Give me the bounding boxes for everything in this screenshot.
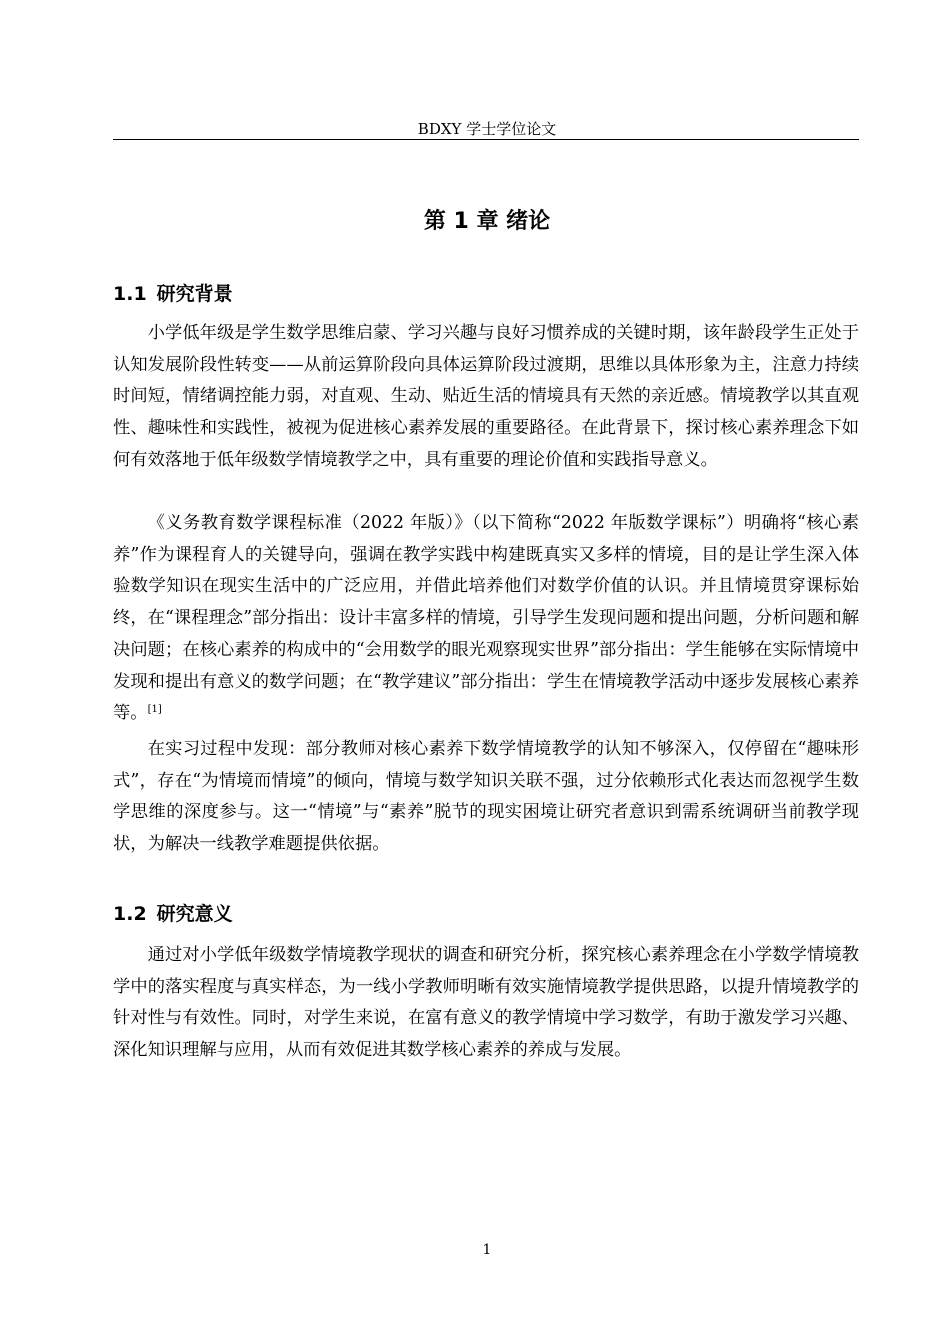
citation-marker: [1]	[147, 704, 162, 716]
section-heading-1-2	[113, 900, 233, 928]
section-number: 1.1	[113, 283, 147, 305]
running-header: BDXY 学士学位论文	[417, 120, 557, 138]
section-heading-1-1	[113, 280, 233, 308]
section-title: 研究意义	[156, 903, 233, 925]
section-number: 1.2	[113, 903, 147, 925]
section-title: 研究背景	[156, 283, 233, 305]
paragraph-background-1: 小学低年级是学生数学思维启蒙、学习兴趣与良好习惯养成的关键时期，该年龄段学生正处于认知发展阶段性转变——从前运算阶段向具体运算阶段过渡期，思维以具体形象为主，注意力持续时间短，情绪调控能力弱，对直观、生动、贴近生活的情境具有天然的亲近感。情境教学以其直观性、趣味性和实践性，被视为促进核心素养发展的重要路径。在此背景下，探讨核心素养理念下如何有效落地于低年级数学情境教学之中，具有重要的理论价值和实践指导意义。	[113, 323, 859, 470]
paragraph-background-2	[113, 508, 859, 730]
paragraph-text: 《义务教育数学课程标准（2022 年版）》（以下简称“2022 年版数学课标”）明确将“核心素养”作为课程育人的关键导向，强调在教学实践中构建既真实又多样的情境，目的是让学生深入体验数学知识在现实生活中的广泛应用，并借此培养他们对数学价值的认识。并且情境贯穿课标始终，在“课程理念”部分指出：设计丰富多样的情境，引导学生发现问题和提出问题，分析问题和解决问题；在核心素养的构成中的“会用数学的眼光观察现实世界”部分指出：学生能够在实际情境中发现和提出有意义的数学问题；在“教学建议”部分指出：学生在情境教学活动中逐步发展核心素养等。	[113, 513, 859, 724]
page-number: 1	[482, 1242, 492, 1258]
paragraph-significance-1: 通过对小学低年级数学情境教学现状的调查和研究分析，探究核心素养理念在小学数学情境教学中的落实程度与真实样态，为一线小学教师明晰有效实施情境教学提供思路，以提升情境教学的针对性与有效性。同时，对学生来说，在富有意义的教学情境中学习数学，有助于激发学习兴趣、深化知识理解与应用，从而有效促进其数学核心素养的养成与发展。	[113, 945, 859, 1061]
chapter-title: 第 1 章 绪论	[423, 209, 551, 234]
paragraph-background-3: 在实习过程中发现：部分教师对核心素养下数学情境教学的认知不够深入，仅停留在“趣味形式”，存在“为情境而情境”的倾向，情境与数学知识关联不强，过分依赖形式化表达而忽视学生数学思维的深度参与。这一“情境”与“素养”脱节的现实困境让研究者意识到需系统调研当前教学现状，为解决一线教学难题提供依据。	[113, 739, 859, 855]
header-divider	[113, 139, 859, 140]
